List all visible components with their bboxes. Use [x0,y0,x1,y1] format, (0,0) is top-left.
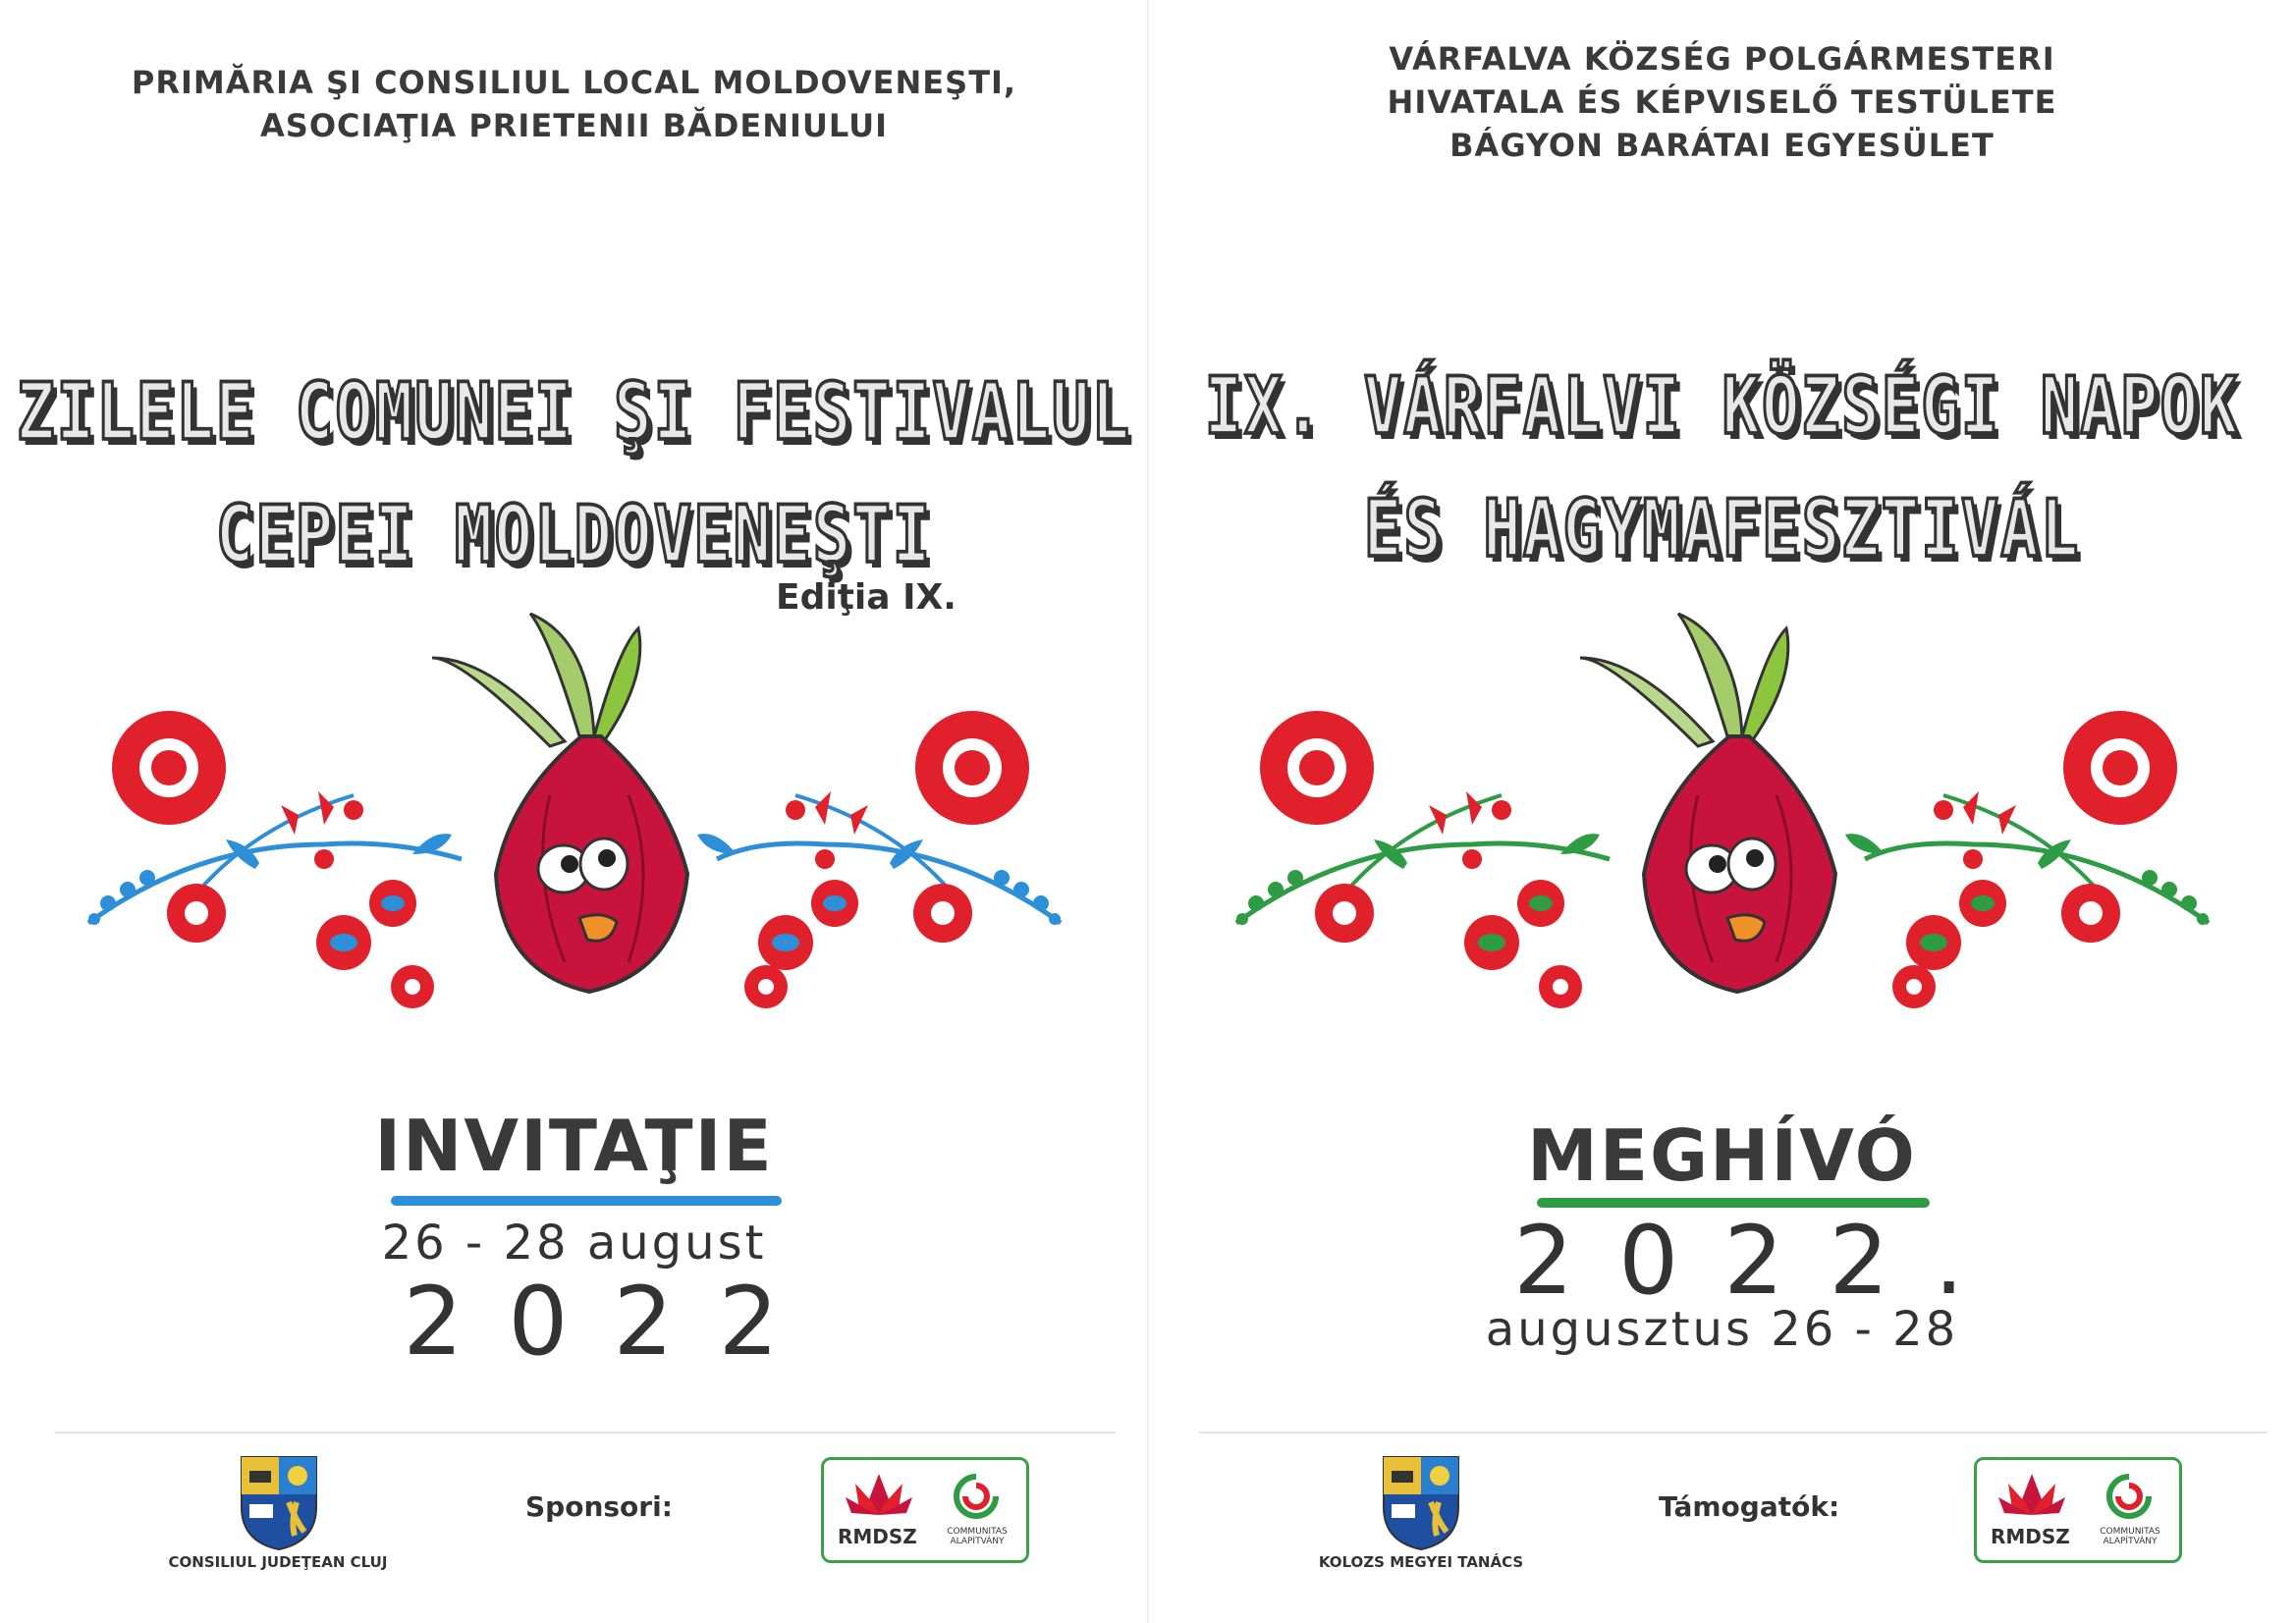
footer-divider [55,1432,1116,1434]
organizers [1148,37,2296,167]
event-title-line-2: CEPEI MOLDOVENEŞTI [215,490,933,581]
folk-flowers-left-icon [1236,711,1610,1008]
organizer-line-1: PRIMĂRIA ŞI CONSILIUL LOCAL MOLDOVENEŞTI, [131,64,1017,101]
crest-label: CONSILIUL JUDEŢEAN CLUJ [168,1553,388,1571]
sponsors-label: Támogatók: [1659,1490,1840,1523]
invitation-heading: INVITAŢIE [374,1105,774,1187]
communitas-icon [2105,1472,2154,1521]
footer-divider [1199,1432,2268,1434]
invitation-hungarian [1148,0,2296,1623]
rmdsz-tulip-icon [844,1470,914,1519]
communitas-logo-text: COMMUNITAS ALAPÍTVÁNY [947,1527,1008,1546]
event-year: 2022. [1513,1206,2009,1316]
folk-flowers-right-icon [1845,711,2209,1008]
onion-flowers-illustration [0,599,1148,1041]
invitation-heading: MEGHÍVÓ [1527,1114,1917,1197]
event-dates: augusztus 26 - 28 [1485,1302,1959,1357]
county-crest-icon [1380,1453,1462,1551]
communitas-logo-text: COMMUNITAS ALAPÍTVÁNY [2100,1527,2160,1546]
county-crest-icon [238,1453,320,1551]
folk-flowers-left-icon [88,711,462,1008]
crest-label: KOLOZS MEGYEI TANÁCS [1318,1553,1524,1571]
event-year: 2022 [403,1267,824,1377]
event-title [0,352,1148,597]
invitation-underline [391,1196,782,1206]
rmdsz-tulip-icon [1996,1470,2067,1519]
folk-flowers-right-icon [697,711,1061,1008]
event-title [1148,346,2296,591]
rmdsz-logo-text: RMDSZ [1991,1525,2070,1548]
organizer-line-2: HIVATALA ÉS KÉPVISELŐ TESTÜLETE [1387,83,2057,121]
event-title-line-1: ZILELE COMUNEI ŞI FESTIVALUL [17,367,1131,459]
sponsors-label: Sponsori: [525,1490,673,1523]
onion-mascot-icon [432,614,687,992]
edition-label: Ediţia IX. [776,577,957,618]
event-title-line-2: ÉS HAGYMAFESZTIVÁL [1363,484,2081,575]
organizers [0,61,1148,147]
event-dates: 26 - 28 august [381,1216,767,1271]
sponsor-logos [821,1457,1029,1563]
event-title-line-1: IX. VÁRFALVI KÖZSÉGI NAPOK [1204,361,2240,453]
onion-flowers-illustration [1148,599,2296,1041]
organizer-line-3: BÁGYON BARÁTAI EGYESÜLET [1449,127,1995,164]
onion-mascot-icon [1580,614,1835,992]
organizer-line-1: VÁRFALVA KÖZSÉG POLGÁRMESTERI [1389,40,2055,78]
communitas-icon [952,1472,1001,1521]
sponsor-logos [1974,1457,2182,1563]
organizer-line-2: ASOCIAŢIA PRIETENII BĂDENIULUI [260,107,888,144]
rmdsz-logo-text: RMDSZ [838,1525,917,1548]
